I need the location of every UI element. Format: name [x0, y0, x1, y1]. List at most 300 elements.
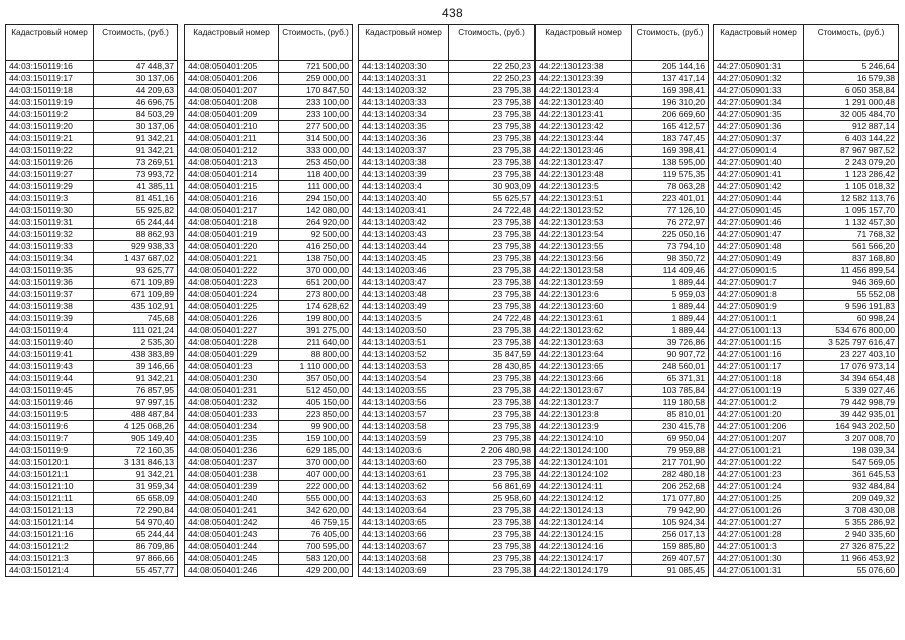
cadastral-number-cell: 44:03:150121:13 — [6, 505, 94, 517]
table-row — [714, 73, 899, 85]
cadastral-number-cell: 44:22:130123:4 — [536, 85, 632, 97]
cadastral-number-cell: 44:08:050401:219 — [185, 229, 279, 241]
cost-cell: 39 146,66 — [94, 361, 178, 373]
table-row — [185, 349, 353, 361]
header-cost: Стоимость, (руб.) — [279, 25, 353, 61]
cadastral-table-3 — [358, 24, 535, 577]
table-row — [536, 541, 709, 553]
cost-cell: 97 997,15 — [94, 397, 178, 409]
cost-cell: 561 566,20 — [804, 241, 899, 253]
table-row — [6, 433, 178, 445]
cadastral-number-cell: 44:03:150119:2 — [6, 109, 94, 121]
table-row — [359, 445, 535, 457]
cadastral-number-cell: 44:03:150119:18 — [6, 85, 94, 97]
table-row — [714, 385, 899, 397]
cadastral-number-cell: 44:03:150119:9 — [6, 445, 94, 457]
table-row — [6, 205, 178, 217]
cadastral-number-cell: 44:13:140203:66 — [359, 529, 449, 541]
cost-cell: 23 795,38 — [449, 397, 535, 409]
cadastral-number-cell: 44:08:050401:213 — [185, 157, 279, 169]
table-row — [536, 361, 709, 373]
table-row — [6, 145, 178, 157]
cadastral-number-cell: 44:03:150119:31 — [6, 217, 94, 229]
cadastral-number-cell: 44:13:140203:42 — [359, 217, 449, 229]
cost-cell: 391 275,00 — [279, 325, 353, 337]
cost-cell: 91 342,21 — [94, 133, 178, 145]
header-cadastral: Кадастровый номер — [536, 25, 632, 61]
table-row — [359, 253, 535, 265]
cadastral-number-cell: 44:13:140203:4 — [359, 181, 449, 193]
cadastral-number-cell: 44:22:130123:59 — [536, 277, 632, 289]
cost-cell: 73 269,51 — [94, 157, 178, 169]
table-row — [185, 397, 353, 409]
cadastral-number-cell: 44:22:130124:101 — [536, 457, 632, 469]
table-row — [6, 349, 178, 361]
cost-cell: 946 369,60 — [804, 277, 899, 289]
cost-cell: 30 137,06 — [94, 73, 178, 85]
cadastral-number-cell: 44:13:140203:45 — [359, 253, 449, 265]
cadastral-number-cell: 44:22:130123:66 — [536, 373, 632, 385]
cadastral-number-cell: 44:27:051001:15 — [714, 337, 804, 349]
table-row — [185, 373, 353, 385]
table-row — [714, 529, 899, 541]
table-row — [6, 469, 178, 481]
table-row — [185, 181, 353, 193]
cost-cell: 137 417,14 — [632, 73, 709, 85]
table-row — [714, 265, 899, 277]
cadastral-number-cell: 44:03:150119:26 — [6, 157, 94, 169]
cost-cell: 39 442 935,01 — [804, 409, 899, 421]
cost-cell: 225 050,16 — [632, 229, 709, 241]
cadastral-number-cell: 44:27:050901:9 — [714, 301, 804, 313]
table-row — [536, 421, 709, 433]
cadastral-number-cell: 44:08:050401:224 — [185, 289, 279, 301]
cadastral-number-cell: 44:22:130123:52 — [536, 205, 632, 217]
cost-cell: 22 250,23 — [449, 73, 535, 85]
cadastral-number-cell: 44:22:130123:61 — [536, 313, 632, 325]
table-row — [536, 373, 709, 385]
cost-cell: 79 959,88 — [632, 445, 709, 457]
table-row — [536, 97, 709, 109]
cadastral-number-cell: 44:03:150119:44 — [6, 373, 94, 385]
cadastral-number-cell: 44:27:051001:13 — [714, 325, 804, 337]
cadastral-number-cell: 44:27:050901:48 — [714, 241, 804, 253]
cost-cell: 76 405,00 — [279, 529, 353, 541]
cadastral-number-cell: 44:13:140203:63 — [359, 493, 449, 505]
cost-cell: 30 137,06 — [94, 121, 178, 133]
table-row — [6, 121, 178, 133]
cost-cell: 92 500,00 — [279, 229, 353, 241]
cadastral-number-cell: 44:08:050401:209 — [185, 109, 279, 121]
table-row — [536, 565, 709, 577]
cadastral-number-cell: 44:03:150119:20 — [6, 121, 94, 133]
table-row — [714, 181, 899, 193]
cadastral-number-cell: 44:13:140203:43 — [359, 229, 449, 241]
cadastral-table-1 — [5, 24, 178, 577]
cadastral-number-cell: 44:27:050901:33 — [714, 85, 804, 97]
table-row — [359, 529, 535, 541]
table-row — [6, 421, 178, 433]
cadastral-number-cell: 44:22:130123:44 — [536, 133, 632, 145]
table-row — [6, 337, 178, 349]
table-row — [536, 469, 709, 481]
table-row — [359, 217, 535, 229]
cost-cell: 217 701,90 — [632, 457, 709, 469]
cadastral-number-cell: 44:22:130124:17 — [536, 553, 632, 565]
cadastral-number-cell: 44:27:051001:206 — [714, 421, 804, 433]
cost-cell: 23 795,38 — [449, 133, 535, 145]
cadastral-number-cell: 44:27:051001:26 — [714, 505, 804, 517]
table-row — [536, 493, 709, 505]
cadastral-number-cell: 44:08:050401:228 — [185, 337, 279, 349]
cost-cell: 23 795,38 — [449, 97, 535, 109]
cadastral-number-cell: 44:27:051001:24 — [714, 481, 804, 493]
table-row — [536, 385, 709, 397]
table-row — [714, 481, 899, 493]
cost-cell: 206 669,60 — [632, 109, 709, 121]
table-row — [536, 277, 709, 289]
table-row — [185, 145, 353, 157]
table-row — [714, 301, 899, 313]
cadastral-number-cell: 44:13:140203:46 — [359, 265, 449, 277]
cost-cell: 23 795,38 — [449, 469, 535, 481]
cadastral-number-cell: 44:27:051001:207 — [714, 433, 804, 445]
cost-cell: 65 371,31 — [632, 373, 709, 385]
cost-cell: 2 940 335,60 — [804, 529, 899, 541]
table-row — [714, 121, 899, 133]
cost-cell: 512 450,00 — [279, 385, 353, 397]
cadastral-number-cell: 44:08:050401:227 — [185, 325, 279, 337]
cost-cell: 23 795,38 — [449, 265, 535, 277]
header-cost: Стоимость, (руб.) — [449, 25, 535, 61]
cadastral-number-cell: 44:27:051001:16 — [714, 349, 804, 361]
cost-cell: 3 525 797 616,47 — [804, 337, 899, 349]
cost-cell: 174 628,62 — [279, 301, 353, 313]
cadastral-number-cell: 44:08:050401:233 — [185, 409, 279, 421]
cost-cell: 164 943 202,50 — [804, 421, 899, 433]
table-row — [6, 61, 178, 73]
cost-cell: 169 398,41 — [632, 85, 709, 97]
cost-cell: 118 400,00 — [279, 169, 353, 181]
cadastral-number-cell: 44:03:150119:46 — [6, 397, 94, 409]
cost-cell: 91 342,21 — [94, 469, 178, 481]
cost-cell: 88 862,93 — [94, 229, 178, 241]
cost-cell: 73 993,72 — [94, 169, 178, 181]
cadastral-number-cell: 44:03:150121:2 — [6, 541, 94, 553]
cadastral-number-cell: 44:03:150119:27 — [6, 169, 94, 181]
cadastral-number-cell: 44:03:150121:4 — [6, 565, 94, 577]
table-row — [359, 277, 535, 289]
cadastral-number-cell: 44:03:150119:4 — [6, 325, 94, 337]
cadastral-number-cell: 44:27:051001:3 — [714, 541, 804, 553]
table-row — [185, 421, 353, 433]
cadastral-number-cell: 44:22:130123:58 — [536, 265, 632, 277]
table-row — [714, 565, 899, 577]
table-row — [714, 457, 899, 469]
cost-cell: 93 625,77 — [94, 265, 178, 277]
cost-cell: 55 457,77 — [94, 565, 178, 577]
cadastral-number-cell: 44:22:130123:51 — [536, 193, 632, 205]
cadastral-number-cell: 44:08:050401:245 — [185, 553, 279, 565]
cost-cell: 277 500,00 — [279, 121, 353, 133]
cost-cell: 41 385,11 — [94, 181, 178, 193]
table-row — [6, 289, 178, 301]
cost-cell: 91 342,21 — [94, 145, 178, 157]
header-cadastral: Кадастровый номер — [714, 25, 804, 61]
table-row — [714, 325, 899, 337]
cadastral-number-cell: 44:22:130123:56 — [536, 253, 632, 265]
table-row — [359, 61, 535, 73]
table-row — [185, 241, 353, 253]
cost-cell: 111 000,00 — [279, 181, 353, 193]
table-row — [536, 193, 709, 205]
cost-cell: 79 942,90 — [632, 505, 709, 517]
table-row — [714, 313, 899, 325]
cost-cell: 79 442 998,79 — [804, 397, 899, 409]
cadastral-number-cell: 44:22:130123:39 — [536, 73, 632, 85]
cost-cell: 905 149,40 — [94, 433, 178, 445]
cadastral-number-cell: 44:13:140203:38 — [359, 157, 449, 169]
cadastral-number-cell: 44:27:050901:41 — [714, 169, 804, 181]
table-row — [536, 133, 709, 145]
cadastral-number-cell: 44:13:140203:51 — [359, 337, 449, 349]
table-row — [714, 433, 899, 445]
cost-cell: 23 795,38 — [449, 373, 535, 385]
cost-cell: 23 795,38 — [449, 169, 535, 181]
cadastral-number-cell: 44:03:150119:33 — [6, 241, 94, 253]
cost-cell: 23 795,38 — [449, 517, 535, 529]
cost-cell: 71 768,32 — [804, 229, 899, 241]
cadastral-number-cell: 44:22:130124:10 — [536, 433, 632, 445]
table-row — [6, 541, 178, 553]
cost-cell: 138 750,00 — [279, 253, 353, 265]
cost-cell: 1 889,44 — [632, 325, 709, 337]
table-row — [536, 229, 709, 241]
cost-cell: 170 847,50 — [279, 85, 353, 97]
table-row — [185, 553, 353, 565]
cost-cell: 3 207 008,70 — [804, 433, 899, 445]
cadastral-number-cell: 44:27:051001:25 — [714, 493, 804, 505]
cost-cell: 1 889,44 — [632, 313, 709, 325]
cost-cell: 114 409,46 — [632, 265, 709, 277]
table-row — [185, 73, 353, 85]
cadastral-number-cell: 44:22:130123:46 — [536, 145, 632, 157]
table-row — [714, 409, 899, 421]
cost-cell: 6 403 144,22 — [804, 133, 899, 145]
cost-cell: 65 244,44 — [94, 529, 178, 541]
cadastral-number-cell: 44:08:050401:231 — [185, 385, 279, 397]
cadastral-number-cell: 44:22:130124:179 — [536, 565, 632, 577]
cost-cell: 5 246,64 — [804, 61, 899, 73]
table-row — [6, 529, 178, 541]
cadastral-number-cell: 44:22:130123:38 — [536, 61, 632, 73]
cost-cell: 314 500,00 — [279, 133, 353, 145]
cadastral-number-cell: 44:27:051001:19 — [714, 385, 804, 397]
cost-cell: 23 795,38 — [449, 337, 535, 349]
cadastral-number-cell: 44:03:150119:17 — [6, 73, 94, 85]
cadastral-number-cell: 44:22:130123:7 — [536, 397, 632, 409]
cost-cell: 11 966 453,92 — [804, 553, 899, 565]
cost-cell: 85 810,01 — [632, 409, 709, 421]
cost-cell: 81 451,16 — [94, 193, 178, 205]
table-row — [359, 541, 535, 553]
table-row — [359, 205, 535, 217]
cost-cell: 1 291 000,48 — [804, 97, 899, 109]
table-row — [6, 133, 178, 145]
table-row — [714, 493, 899, 505]
cadastral-number-cell: 44:27:051001:21 — [714, 445, 804, 457]
cadastral-number-cell: 44:13:140203:34 — [359, 109, 449, 121]
cost-cell: 370 000,00 — [279, 265, 353, 277]
cost-cell: 23 795,38 — [449, 529, 535, 541]
table-row — [714, 97, 899, 109]
cost-cell: 88 800,00 — [279, 349, 353, 361]
cost-cell: 72 290,84 — [94, 505, 178, 517]
cadastral-number-cell: 44:27:051001:22 — [714, 457, 804, 469]
table-row — [359, 109, 535, 121]
table-row — [359, 289, 535, 301]
cadastral-number-cell: 44:08:050401:212 — [185, 145, 279, 157]
cost-cell: 44 209,63 — [94, 85, 178, 97]
cadastral-number-cell: 44:13:140203:35 — [359, 121, 449, 133]
table-row — [359, 241, 535, 253]
cost-cell: 77 126,10 — [632, 205, 709, 217]
cost-cell: 3 131 846,13 — [94, 457, 178, 469]
table-row — [6, 385, 178, 397]
cost-cell: 269 407,57 — [632, 553, 709, 565]
cadastral-number-cell: 44:08:050401:208 — [185, 97, 279, 109]
cost-cell: 435 102,91 — [94, 301, 178, 313]
table-row — [185, 157, 353, 169]
cadastral-number-cell: 44:08:050401:244 — [185, 541, 279, 553]
table-row — [185, 61, 353, 73]
table-row — [359, 469, 535, 481]
cadastral-number-cell: 44:27:050901:37 — [714, 133, 804, 145]
cost-cell: 159 885,80 — [632, 541, 709, 553]
cost-cell: 111 021,24 — [94, 325, 178, 337]
cadastral-number-cell: 44:03:150119:21 — [6, 133, 94, 145]
cost-cell: 1 437 687,02 — [94, 253, 178, 265]
table-row — [714, 133, 899, 145]
cadastral-number-cell: 44:08:050401:214 — [185, 169, 279, 181]
cost-cell: 206 252,68 — [632, 481, 709, 493]
table-row — [536, 409, 709, 421]
cost-cell: 183 747,45 — [632, 133, 709, 145]
cost-cell: 405 150,00 — [279, 397, 353, 409]
cadastral-number-cell: 44:22:130124:100 — [536, 445, 632, 457]
cost-cell: 222 000,00 — [279, 481, 353, 493]
cadastral-number-cell: 44:03:150119:38 — [6, 301, 94, 313]
cadastral-number-cell: 44:08:050401:230 — [185, 373, 279, 385]
cost-cell: 416 250,00 — [279, 241, 353, 253]
cadastral-number-cell: 44:27:051001:20 — [714, 409, 804, 421]
table-row — [6, 481, 178, 493]
table-row — [6, 85, 178, 97]
cadastral-number-cell: 44:08:050401:243 — [185, 529, 279, 541]
table-row — [359, 229, 535, 241]
cost-cell: 23 795,38 — [449, 421, 535, 433]
cadastral-number-cell: 44:08:050401:246 — [185, 565, 279, 577]
cadastral-number-cell: 44:08:050401:239 — [185, 481, 279, 493]
cadastral-number-cell: 44:03:150119:3 — [6, 193, 94, 205]
cost-cell: 55 925,82 — [94, 205, 178, 217]
cost-cell: 1 095 157,70 — [804, 205, 899, 217]
table-row — [359, 553, 535, 565]
table-row — [6, 73, 178, 85]
cadastral-number-cell: 44:13:140203:36 — [359, 133, 449, 145]
cadastral-number-cell: 44:13:140203:65 — [359, 517, 449, 529]
table-row — [185, 361, 353, 373]
cost-cell: 98 350,72 — [632, 253, 709, 265]
table-row — [536, 241, 709, 253]
table-row — [6, 169, 178, 181]
table-row — [6, 397, 178, 409]
cost-cell: 2 206 480,98 — [449, 445, 535, 457]
cost-cell: 23 795,38 — [449, 541, 535, 553]
table-row — [185, 289, 353, 301]
header-cost: Стоимость, (руб.) — [632, 25, 709, 61]
table-row — [185, 85, 353, 97]
cost-cell: 91 085,45 — [632, 565, 709, 577]
cadastral-number-cell: 44:27:050901:4 — [714, 145, 804, 157]
cost-cell: 583 120,00 — [279, 553, 353, 565]
cadastral-number-cell: 44:08:050401:207 — [185, 85, 279, 97]
header-cost: Стоимость, (руб.) — [804, 25, 899, 61]
cadastral-number-cell: 44:13:140203:69 — [359, 565, 449, 577]
cadastral-number-cell: 44:03:150119:30 — [6, 205, 94, 217]
cadastral-number-cell: 44:03:150119:43 — [6, 361, 94, 373]
cost-cell: 46 759,15 — [279, 517, 353, 529]
table-row — [359, 397, 535, 409]
cost-cell: 76 857,95 — [94, 385, 178, 397]
cost-cell: 23 795,38 — [449, 553, 535, 565]
table-row — [6, 373, 178, 385]
cost-cell: 47 448,37 — [94, 61, 178, 73]
table-row — [359, 181, 535, 193]
table-row — [359, 169, 535, 181]
table-row — [536, 145, 709, 157]
cadastral-number-cell: 44:03:150119:34 — [6, 253, 94, 265]
cadastral-number-cell: 44:03:150121:10 — [6, 481, 94, 493]
table-row — [6, 181, 178, 193]
table-row — [714, 193, 899, 205]
header-cadastral: Кадастровый номер — [185, 25, 279, 61]
cost-cell: 199 800,00 — [279, 313, 353, 325]
cost-cell: 23 795,38 — [449, 325, 535, 337]
cost-cell: 23 795,38 — [449, 289, 535, 301]
cost-cell: 629 185,00 — [279, 445, 353, 457]
cadastral-number-cell: 44:22:130123:6 — [536, 289, 632, 301]
table-row — [714, 553, 899, 565]
cadastral-number-cell: 44:08:050401:241 — [185, 505, 279, 517]
cost-cell: 73 794,10 — [632, 241, 709, 253]
cadastral-number-cell: 44:13:140203:47 — [359, 277, 449, 289]
table-row — [6, 361, 178, 373]
table-row — [359, 373, 535, 385]
cost-cell: 169 398,41 — [632, 145, 709, 157]
cadastral-number-cell: 44:08:050401:236 — [185, 445, 279, 457]
cost-cell: 23 795,38 — [449, 157, 535, 169]
table-row — [6, 265, 178, 277]
table-row — [359, 97, 535, 109]
table-row — [185, 121, 353, 133]
table-row — [536, 181, 709, 193]
cadastral-number-cell: 44:22:130124:15 — [536, 529, 632, 541]
cost-cell: 119 180,58 — [632, 397, 709, 409]
cost-cell: 78 063,28 — [632, 181, 709, 193]
cost-cell: 253 450,00 — [279, 157, 353, 169]
table-row — [714, 505, 899, 517]
